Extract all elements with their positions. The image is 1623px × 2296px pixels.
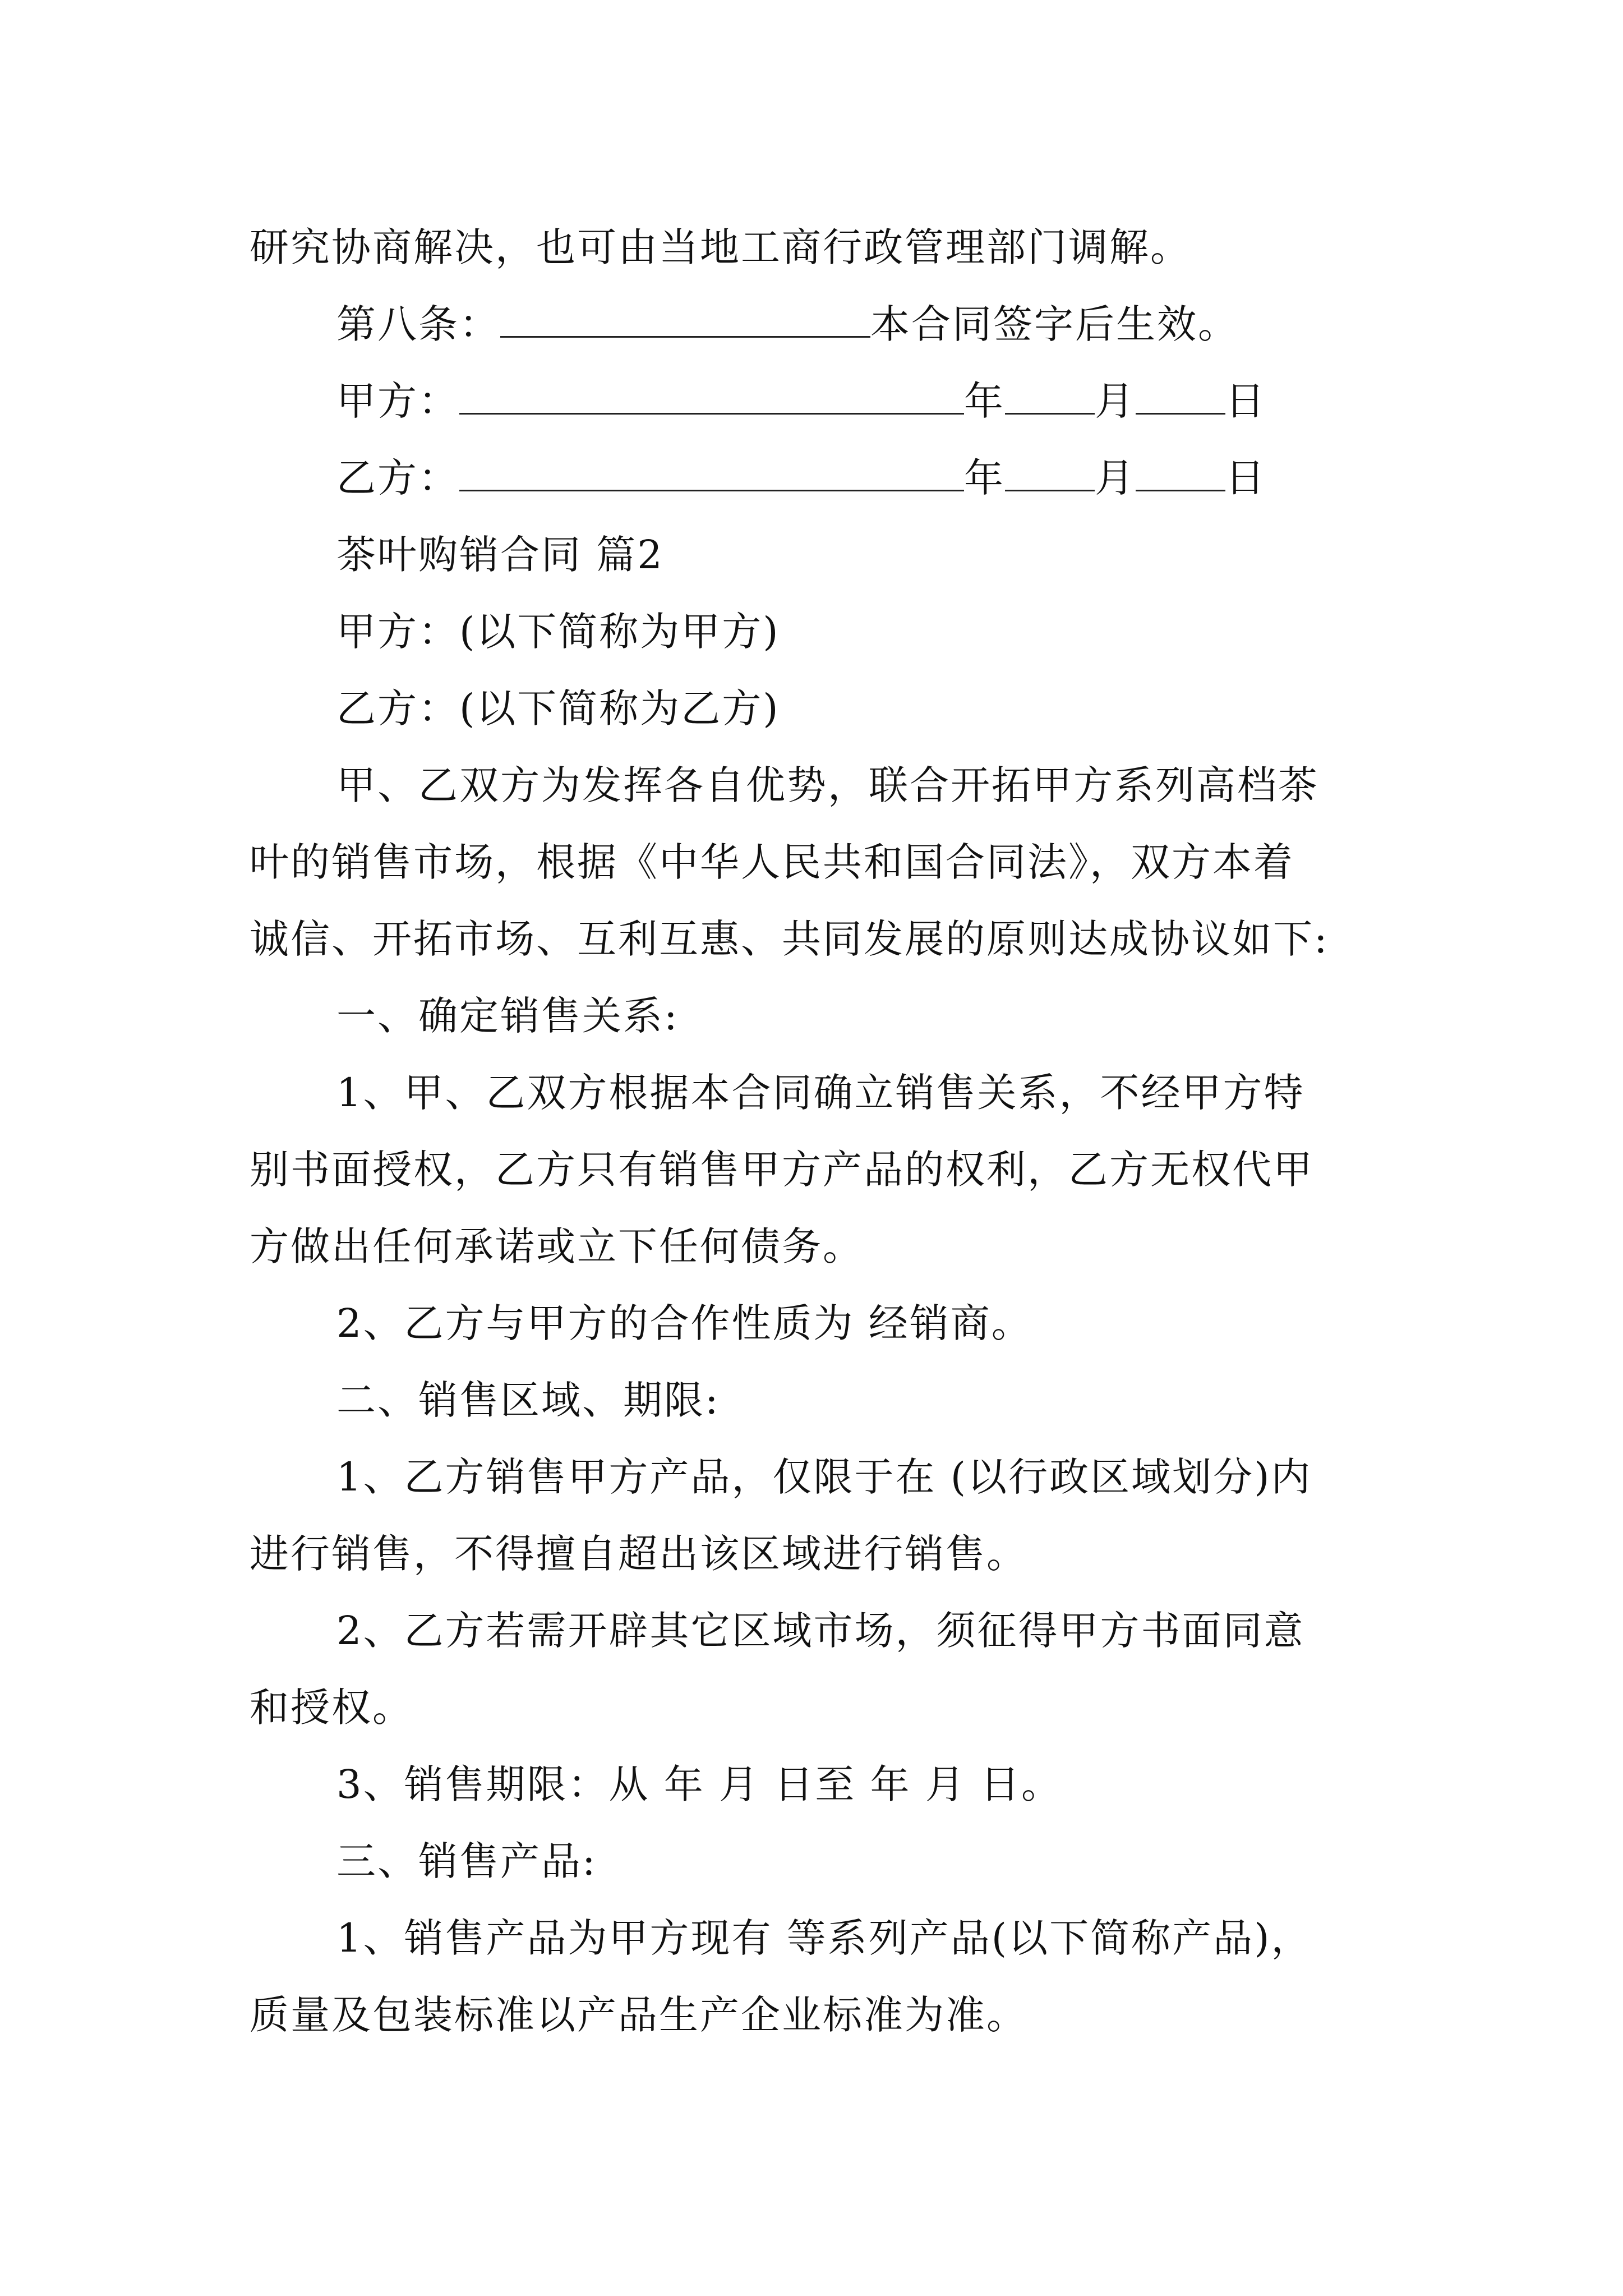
paragraph-line: 3、销售期限：从 年 月 日至 年 月 日。 <box>336 1761 1063 1807</box>
month-label: 月 <box>1095 378 1136 424</box>
paragraph-line: 乙方：(以下简称为乙方) <box>336 685 780 731</box>
month-blank <box>1005 455 1095 491</box>
signature-label: 乙方： <box>336 455 459 501</box>
year-label: 年 <box>964 378 1005 424</box>
paragraph-line: 叶的销售市场，根据《中华人民共和国合同法》，双方本着 <box>250 839 1294 885</box>
paragraph-line: 1、甲、乙双方根据本合同确立销售关系，不经甲方特 <box>336 1070 1305 1116</box>
signature-line-party-a <box>336 375 1266 427</box>
blank-field <box>500 301 870 338</box>
signature-blank <box>459 378 964 415</box>
paragraph-line: 质量及包装标准以产品生产企业标准为准。 <box>250 1992 1027 2038</box>
article-8-suffix: 本合同签字后生效。 <box>870 301 1239 347</box>
signature-blank <box>459 455 964 491</box>
day-blank <box>1136 378 1225 415</box>
paragraph-line: 诚信、开拓市场、互利互惠、共同发展的原则达成协议如下: <box>250 916 1329 962</box>
paragraph-line: 1、乙方销售甲方产品，仅限于在 (以行政区域划分)内 <box>336 1454 1312 1500</box>
paragraph-line: 和授权。 <box>250 1685 413 1731</box>
paragraph-line: 1、销售产品为甲方现有 等系列产品(以下简称产品)， <box>336 1915 1312 1961</box>
paragraph-line: 2、乙方与甲方的合作性质为 经销商。 <box>336 1300 1032 1346</box>
day-label: 日 <box>1225 378 1266 424</box>
paragraph-line: 研究协商解决，也可由当地工商行政管理部门调解。 <box>250 224 1191 270</box>
paragraph-line: 方做出任何承诺或立下任何债务。 <box>250 1223 864 1269</box>
paragraph-line: 别书面授权，乙方只有销售甲方产品的权利，乙方无权代甲 <box>250 1147 1314 1193</box>
section-title: 茶叶购销合同 篇2 <box>336 532 664 578</box>
heading-line: 一、确定销售关系: <box>336 993 679 1039</box>
signature-label: 甲方： <box>336 378 459 424</box>
article-8-line <box>336 298 1239 350</box>
year-label: 年 <box>964 455 1005 501</box>
paragraph-line: 甲方：(以下简称为甲方) <box>336 609 780 655</box>
signature-line-party-b <box>336 452 1266 504</box>
day-blank <box>1136 455 1225 491</box>
paragraph-line: 2、乙方若需开辟其它区域市场，须征得甲方书面同意 <box>336 1608 1305 1654</box>
paragraph-line: 甲、乙双方为发挥各自优势，联合开拓甲方系列高档茶 <box>336 762 1319 808</box>
heading-line: 三、销售产品: <box>336 1838 597 1884</box>
day-label: 日 <box>1225 455 1266 501</box>
month-blank <box>1005 378 1095 415</box>
article-8-label: 第八条： <box>336 301 500 347</box>
paragraph-line: 进行销售，不得擅自超出该区域进行销售。 <box>250 1531 1027 1577</box>
month-label: 月 <box>1095 455 1136 501</box>
heading-line: 二、销售区域、期限: <box>336 1377 720 1423</box>
